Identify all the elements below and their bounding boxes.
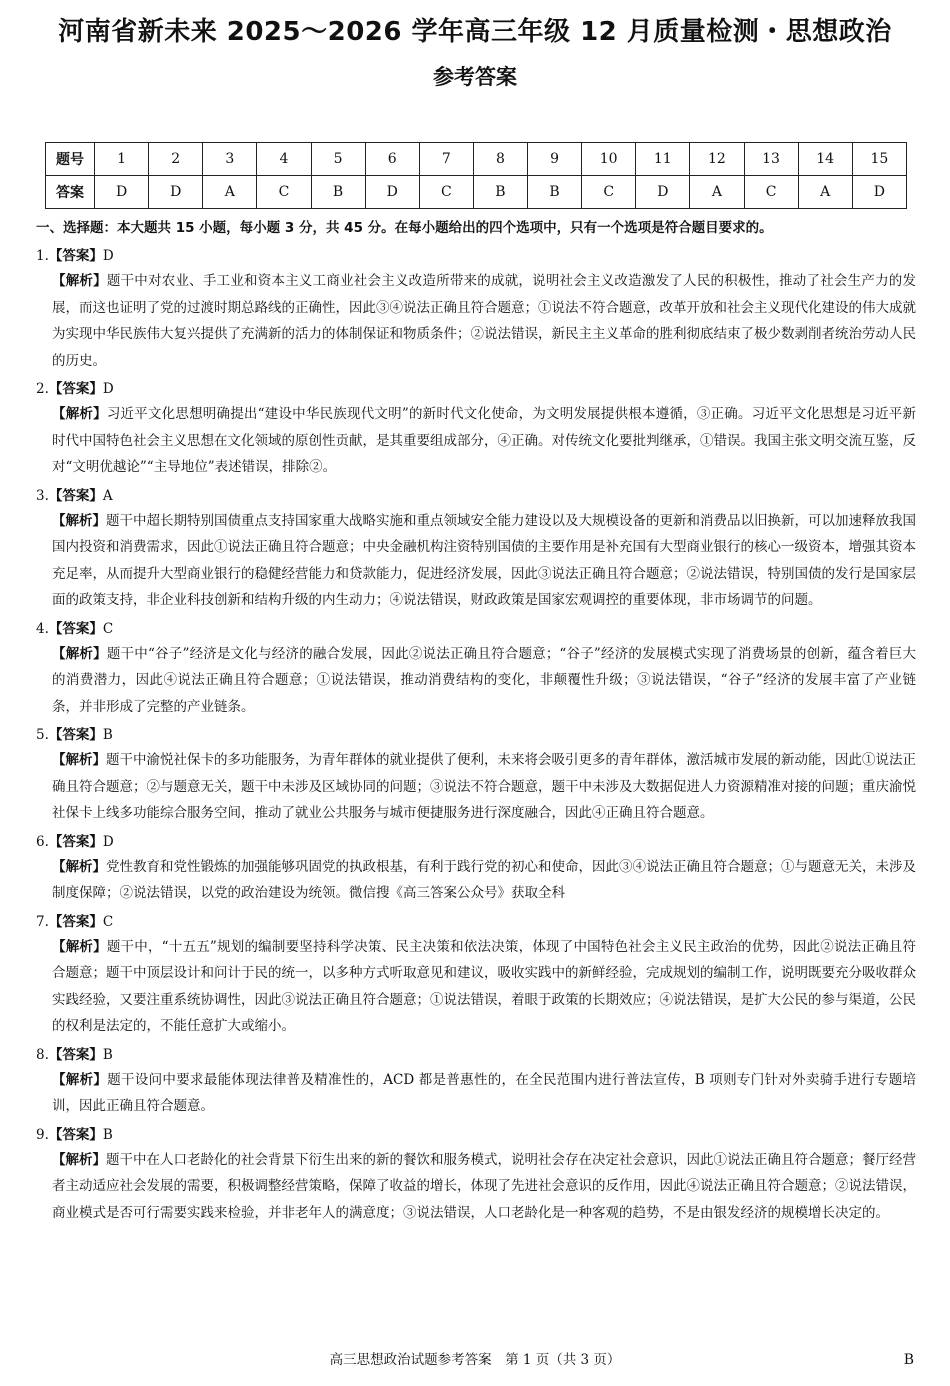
number-row [46, 143, 907, 176]
answer-cell: C [744, 176, 798, 209]
question-item [36, 617, 916, 721]
page-footer: 高三思想政治试题参考答案 第 1 页（共 3 页） [329, 1352, 621, 1368]
question-number: 4. [36, 620, 49, 637]
question-number-cell: 1 [95, 143, 149, 176]
question-item [36, 244, 916, 374]
explanation-text: 题干设问中要求最能体现法律普及精准性的，ACD 都是普惠性的，在全民范围内进行普法宣传，B 项则专门针对外卖骑手进行专题培训，因此正确且符合题意。 [52, 1071, 917, 1114]
question-number-cell: 12 [690, 143, 744, 176]
answer-table [45, 142, 907, 209]
explanation-paragraph [36, 1067, 916, 1120]
question-number: 3. [36, 487, 49, 504]
answer-line [36, 377, 916, 401]
answer-row-label: 答案 [46, 176, 95, 209]
answer-cell: D [149, 176, 203, 209]
answer-cell: C [419, 176, 473, 209]
answer-line [36, 723, 916, 747]
question-item [36, 484, 916, 614]
answer-value: B [102, 1126, 113, 1143]
answer-cell: D [852, 176, 906, 209]
answer-value: C [102, 620, 114, 637]
answer-tag: 【答案】 [48, 381, 103, 397]
answer-line [36, 1123, 916, 1147]
question-item [36, 723, 916, 827]
answer-value: D [102, 381, 114, 397]
answer-cell: B [473, 176, 527, 209]
explanation-tag: 【解析】 [52, 752, 106, 768]
answer-value: D [102, 833, 114, 850]
answer-value: A [102, 487, 113, 504]
answer-cell: D [365, 176, 419, 209]
explanation-paragraph [36, 854, 916, 907]
question-number-cell: 11 [636, 143, 690, 176]
question-number: 1. [36, 248, 49, 264]
section-heading: 一、选择题：本大题共 15 小题，每小题 3 分，共 45 分。在每小题给出的四个选项中，只有一个选项是符合题目要求的。 [36, 220, 773, 236]
number-row-label: 题号 [46, 143, 95, 176]
question-item [36, 1043, 916, 1120]
question-number-cell: 2 [149, 143, 203, 176]
answer-value: B [102, 727, 113, 743]
explanation-text: 题干中超长期特别国债重点支持国家重大战略实施和重点领域安全能力建设以及大规模设备的更新和消费品以旧换新，可以加速释放我国国内投资和消费需求，因此①说法正确且符合题意；中央金融机构注资特别国债的主要作用是补充国有大型商业银行的核心一级资本，增强其资本充足率，从而提升大型商业银行的稳健经营能力和贷款能力，促进经济发展，因此③说法正确且符合题意；②说法错误，特别国债的发行是国家层面的政策支持，非企业科技创新和结构升级的内生动力；④说法错误，财政政策是国家宏观调控的重要体现，非市场调节的问题。 [52, 512, 916, 608]
answer-value: C [102, 913, 114, 930]
explanation-tag: 【解析】 [52, 645, 107, 662]
answer-cell: D [95, 176, 149, 209]
answer-line [36, 484, 916, 508]
explanation-paragraph [36, 747, 916, 827]
question-number: 9. [36, 1126, 49, 1143]
question-number-cell: 14 [798, 143, 852, 176]
explanation-tag: 【解析】 [52, 858, 106, 875]
footer-version-letter: B [903, 1352, 914, 1368]
answer-cell: B [528, 176, 582, 209]
answer-value: B [102, 1046, 113, 1063]
answer-cell: A [203, 176, 257, 209]
answer-tag: 【答案】 [48, 1126, 103, 1143]
explanation-paragraph [36, 508, 916, 614]
question-list [36, 244, 916, 1229]
explanation-tag: 【解析】 [52, 1151, 106, 1168]
explanation-text: 题干中在人口老龄化的社会背景下衍生出来的新的餐饮和服务模式，说明社会存在决定社会意识，因此①说法正确且符合题意；餐厅经营者主动适应社会发展的需要，积极调整经营策略，保障了收益的增长，体现了先进社会意识的反作用，因此④说法正确且符合题意；②说法错误，商业模式是否可行需要实践来检验，并非老年人的满意度；③说法错误，人口老龄化是一种客观的趋势，不是由银发经济的规模增长决定的。 [52, 1151, 916, 1221]
question-number-cell: 5 [311, 143, 365, 176]
question-number-cell: 13 [744, 143, 798, 176]
question-number-cell: 15 [852, 143, 906, 176]
question-number-cell: 8 [473, 143, 527, 176]
answer-line [36, 830, 916, 854]
explanation-text: 题干中对农业、手工业和资本主义工商业社会主义改造所带来的成就，说明社会主义改造激发了人民的积极性，推动了社会生产力的发展，而这也证明了党的过渡时期总路线的正确性，因此③④说法正确且符合题意；①说法不符合题意，改革开放和社会主义现代化建设的伟大成就为实现中华民族伟大复兴提供了充满新的活力的体制保证和物质条件；②说法错误，新民主主义革命的胜利彻底结束了极少数剥削者统治劳动人民的历史。 [52, 273, 917, 369]
answer-row [46, 176, 907, 209]
question-number: 5. [36, 727, 49, 743]
question-number-cell: 4 [257, 143, 311, 176]
answer-cell: C [257, 176, 311, 209]
answer-tag: 【答案】 [48, 833, 103, 850]
explanation-paragraph [36, 641, 916, 721]
answer-cell: A [690, 176, 744, 209]
answer-cell: C [582, 176, 636, 209]
explanation-tag: 【解析】 [52, 938, 107, 955]
answer-tag: 【答案】 [48, 727, 103, 743]
explanation-text: 题干中“谷子”经济是文化与经济的融合发展，因此②说法正确且符合题意；“谷子”经济的发展模式实现了消费场景的创新，蕴含着巨大的消费潜力，因此④说法正确且符合题意；①说法错误，推动消费结构的变化，非颠覆性升级；③说法错误，“谷子”经济的发展丰富了产业链条，并非形成了完整的产业链条。 [52, 645, 917, 715]
answer-tag: 【答案】 [48, 248, 103, 264]
question-number-cell: 6 [365, 143, 419, 176]
answer-line [36, 1043, 916, 1067]
answer-cell: A [798, 176, 852, 209]
question-number-cell: 3 [203, 143, 257, 176]
answer-cell: D [636, 176, 690, 209]
answer-line [36, 244, 916, 268]
explanation-paragraph [36, 934, 916, 1040]
answer-line [36, 910, 916, 934]
question-item [36, 1123, 916, 1227]
answer-value: D [102, 248, 114, 264]
explanation-paragraph [36, 1147, 916, 1227]
question-number: 7. [36, 913, 49, 930]
question-number-cell: 9 [528, 143, 582, 176]
question-item [36, 377, 916, 481]
question-number: 2. [36, 381, 49, 397]
question-number-cell: 10 [582, 143, 636, 176]
answer-cell: B [311, 176, 365, 209]
answer-tag: 【答案】 [48, 913, 103, 930]
question-item [36, 830, 916, 907]
explanation-tag: 【解析】 [52, 1071, 108, 1088]
question-number: 8. [36, 1046, 49, 1063]
answer-tag: 【答案】 [48, 1046, 103, 1063]
explanation-text: 习近平文化思想明确提出“建设中华民族现代文明”的新时代文化使命，为文明发展提供根本遵循，③正确。习近平文化思想是习近平新时代中国特色社会主义思想在文化领域的原创性贡献，是其重要组成部分，④正确。对传统文化要批判继承，①错误。我国主张文明交流互鉴，反对“文明优越论”“主导地位”表述错误，排除②。 [52, 406, 916, 475]
explanation-tag: 【解析】 [52, 406, 107, 422]
answer-tag: 【答案】 [48, 487, 103, 504]
explanation-paragraph [36, 268, 916, 374]
explanation-text: 党性教育和党性锻炼的加强能够巩固党的执政根基，有利于践行党的初心和使命，因此③④说法正确且符合题意；①与题意无关，未涉及制度保障；②说法错误，以党的政治建设为统领。微信搜《高三答案公众号》获取全科 [52, 858, 916, 901]
question-number-cell: 7 [419, 143, 473, 176]
question-number: 6. [36, 833, 49, 850]
question-item [36, 910, 916, 1040]
page-subtitle: 参考答案 [433, 65, 517, 89]
explanation-tag: 【解析】 [52, 273, 107, 289]
explanation-text: 题干中，“十五五”规划的编制要坚持科学决策、民主决策和依法决策，体现了中国特色社会主义民主政治的优势，因此②说法正确且符合题意；题干中顶层设计和问计于民的统一，以多种方式听取意见和建议，吸收实践中的新鲜经验，完成规划的编制工作，说明既要充分吸收群众实践经验，又要注重系统协调性，因此③说法正确且符合题意；①说法错误，着眼于政策的长期效应；④说法错误，是扩大公民的参与渠道，公民的权利是法定的，不能任意扩大或缩小。 [52, 938, 916, 1034]
page-title: 河南省新未来 2025～2026 学年高三年级 12 月质量检测・思想政治 [58, 17, 892, 47]
explanation-text: 题干中渝悦社保卡的多功能服务，为青年群体的就业提供了便利，未来将会吸引更多的青年群体，激活城市发展的新动能，因此①说法正确且符合题意；②与题意无关，题干中未涉及区域协同的问题；③说法不符合题意，题干中未涉及大数据促进人力资源精准对接的问题；重庆渝悦社保卡上线多功能综合服务空间，推动了就业公共服务与城市便捷服务进行深度融合，因此④正确且符合题意。 [52, 752, 916, 821]
answer-line [36, 617, 916, 641]
explanation-paragraph [36, 401, 916, 481]
explanation-tag: 【解析】 [52, 512, 106, 529]
answer-tag: 【答案】 [48, 620, 103, 637]
